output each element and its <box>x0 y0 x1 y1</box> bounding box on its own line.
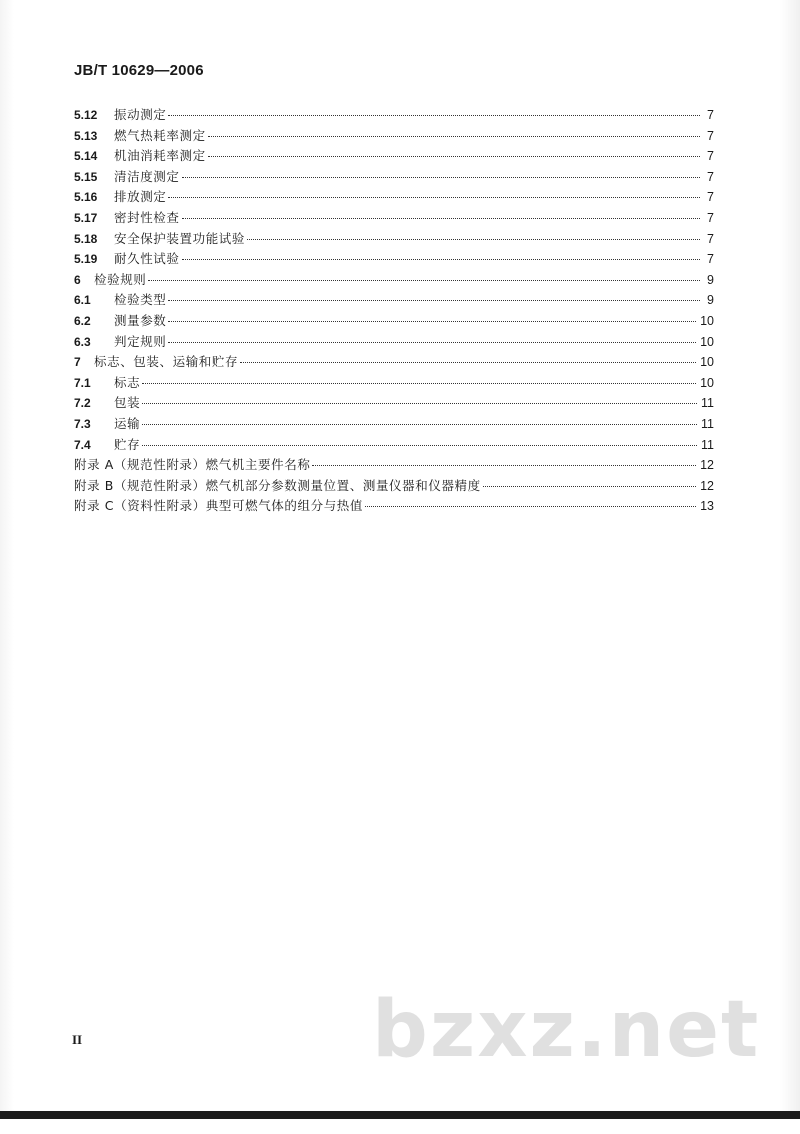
toc-dot-leader <box>168 197 700 198</box>
standard-id-header: JB/T 10629—2006 <box>74 62 204 79</box>
toc-entry-page: 11 <box>701 416 714 431</box>
toc-entry-title: 标志 <box>114 374 141 390</box>
toc-dot-leader <box>168 342 696 343</box>
toc-entry-number: 5.18 <box>74 231 98 246</box>
toc-entry-page: 10 <box>700 375 714 390</box>
toc-entry[interactable] <box>74 126 714 147</box>
toc-entry-number: 6 <box>74 272 81 287</box>
toc-entry-number: 6.2 <box>74 313 91 328</box>
toc-entry[interactable] <box>74 270 714 291</box>
toc-entry-number: 5.13 <box>74 128 98 143</box>
bottom-margin <box>0 1119 800 1134</box>
toc-entry-title: 贮存 <box>114 436 141 452</box>
toc-entry-title: 耐久性试验 <box>114 251 180 267</box>
toc-dot-leader <box>182 218 700 219</box>
toc-entry[interactable] <box>74 167 714 188</box>
toc-entry-title: 标志、包装、运输和贮存 <box>94 354 239 370</box>
toc-entry-number: 7.4 <box>74 437 91 452</box>
toc-entry-page: 10 <box>700 334 714 349</box>
toc-entry-number: 7.2 <box>74 396 91 411</box>
toc-entry-title: 安全保护装置功能试验 <box>114 230 246 246</box>
toc-entry[interactable] <box>74 290 714 311</box>
toc-entry[interactable] <box>74 187 714 208</box>
toc-dot-leader <box>142 445 697 446</box>
page-number: II <box>72 1032 83 1047</box>
toc-entry-page: 7 <box>707 108 714 122</box>
toc-entry-page: 7 <box>707 190 714 205</box>
watermark-logo: bzxz.net <box>372 985 761 1075</box>
toc-dot-leader <box>168 321 696 322</box>
toc-entry[interactable] <box>74 332 714 353</box>
toc-entry-title: 运输 <box>114 415 141 431</box>
toc-entry-page: 11 <box>701 437 714 452</box>
toc-entry[interactable] <box>74 352 714 373</box>
toc-entry-title: 测量参数 <box>114 312 167 328</box>
toc-entry-number: 6.1 <box>74 293 91 308</box>
toc-entry[interactable] <box>74 414 714 435</box>
toc-entry[interactable] <box>74 208 714 229</box>
toc-entry-page: 9 <box>707 272 714 287</box>
toc-entry-number: 5.16 <box>74 190 98 205</box>
toc-entry-number: 6.3 <box>74 334 91 349</box>
toc-dot-leader <box>247 239 700 240</box>
toc-entry-page: 9 <box>707 293 714 308</box>
toc-dot-leader <box>208 156 700 157</box>
toc-entry-page: 10 <box>700 355 714 370</box>
toc-entry-page: 12 <box>700 478 714 493</box>
toc-entry-title: 排放测定 <box>114 189 167 205</box>
bottom-scan-edge <box>0 1111 800 1119</box>
toc-entry-page: 11 <box>701 396 714 411</box>
toc-entry-title: 附录 A（规范性附录）燃气机主要件名称 <box>74 457 311 473</box>
toc-entry-title: 振动测定 <box>114 107 167 122</box>
toc-entry[interactable] <box>74 496 714 517</box>
toc-entry-page: 7 <box>707 149 714 164</box>
toc-dot-leader <box>240 362 696 363</box>
toc-entry-title: 附录 C（资料性附录）典型可燃气体的组分与热值 <box>74 498 364 514</box>
toc-entry-title: 密封性检查 <box>114 209 180 225</box>
toc-entry-page: 7 <box>707 231 714 246</box>
toc-entry-page: 7 <box>707 252 714 267</box>
toc-entry-title: 机油消耗率测定 <box>114 148 206 164</box>
toc-dot-leader <box>365 506 696 507</box>
toc-dot-leader <box>208 136 700 137</box>
toc-dot-leader <box>142 424 697 425</box>
toc-entry-number: 5.14 <box>74 149 98 164</box>
toc-entry-page: 12 <box>700 458 714 473</box>
toc-entry-number: 5.15 <box>74 169 98 184</box>
toc-entry[interactable] <box>74 249 714 270</box>
toc-entry-title: 清洁度测定 <box>114 168 180 184</box>
toc-entry[interactable] <box>74 229 714 250</box>
toc-dot-leader <box>142 403 697 404</box>
toc-entry-number: 7.1 <box>74 375 91 390</box>
toc-entry-title: 检验类型 <box>114 292 167 308</box>
toc-entry[interactable] <box>74 373 714 394</box>
table-of-contents <box>74 105 714 517</box>
toc-entry-number: 7.3 <box>74 416 91 431</box>
toc-entry-number: 5.12 <box>74 108 98 122</box>
toc-entry-page: 10 <box>700 313 714 328</box>
toc-entry-title: 包装 <box>114 395 141 411</box>
toc-dot-leader <box>142 383 696 384</box>
toc-entry[interactable] <box>74 311 714 332</box>
toc-entry[interactable] <box>74 105 714 126</box>
toc-entry[interactable] <box>74 146 714 167</box>
toc-entry-page: 7 <box>707 128 714 143</box>
toc-entry[interactable] <box>74 435 714 456</box>
toc-entry-number: 7 <box>74 355 81 370</box>
toc-entry-number: 5.19 <box>74 252 98 267</box>
toc-entry-page: 7 <box>707 210 714 225</box>
toc-entry-title: 附录 B（规范性附录）燃气机部分参数测量位置、测量仪器和仪器精度 <box>74 477 481 493</box>
toc-entry[interactable] <box>74 476 714 497</box>
toc-entry[interactable] <box>74 455 714 476</box>
toc-entry-number: 5.17 <box>74 210 98 225</box>
toc-dot-leader <box>483 486 696 487</box>
toc-dot-leader <box>182 259 700 260</box>
toc-entry-title: 判定规则 <box>114 333 167 349</box>
toc-dot-leader <box>312 465 696 466</box>
toc-entry-page: 7 <box>707 169 714 184</box>
toc-entry-title: 燃气热耗率测定 <box>114 127 206 143</box>
toc-dot-leader <box>148 280 700 281</box>
toc-entry-page: 13 <box>700 499 714 514</box>
toc-entry-title: 检验规则 <box>94 271 147 287</box>
toc-dot-leader <box>182 177 700 178</box>
toc-entry[interactable] <box>74 393 714 414</box>
toc-dot-leader <box>168 115 700 116</box>
toc-dot-leader <box>168 300 700 301</box>
